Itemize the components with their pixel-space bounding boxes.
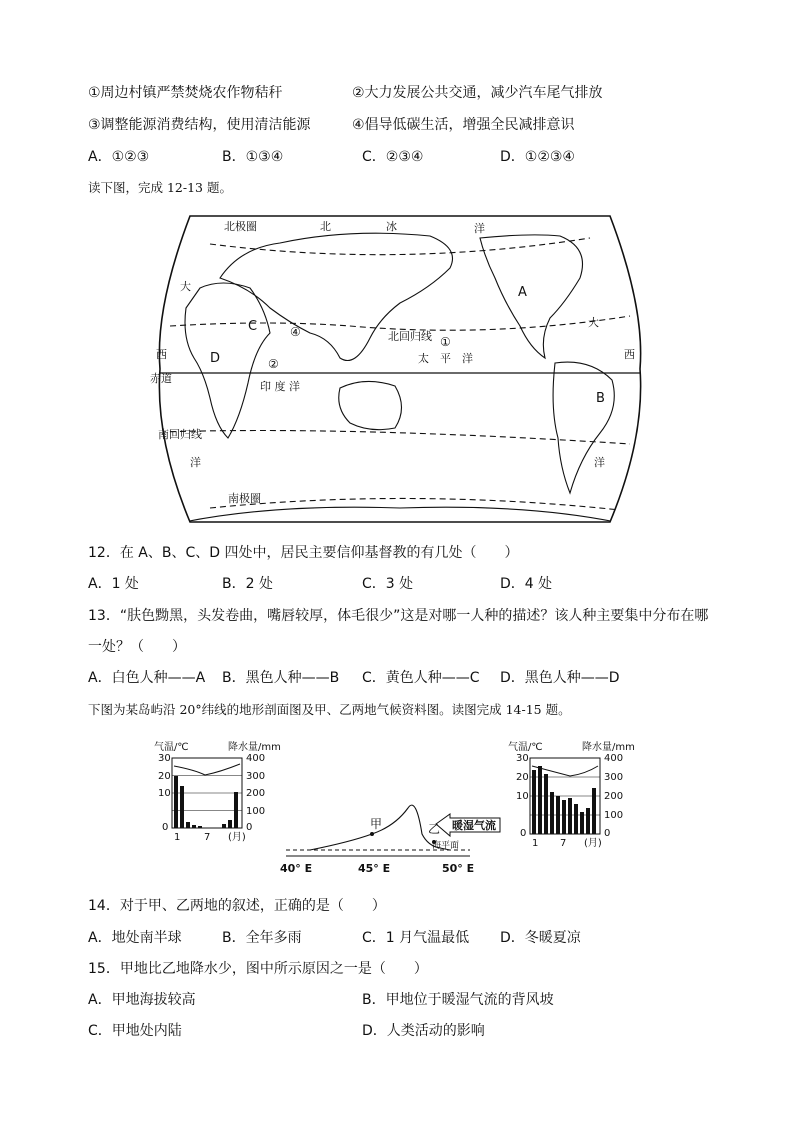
q15-option-d[interactable]: D．人类活动的影响	[362, 1023, 485, 1039]
q15-option-a[interactable]: A．甲地海拔较高	[88, 992, 196, 1008]
intro-12-13: 读下图，完成 12-13 题。	[88, 180, 232, 195]
right-temp-tick-30: 30	[516, 753, 529, 764]
q11-option-b[interactable]: B．①③④	[222, 149, 284, 165]
label-yang-left: 洋	[190, 456, 201, 469]
label-xi-right: 西	[624, 348, 635, 361]
label-marker-1: ①	[440, 335, 451, 349]
q12-option-d[interactable]: D．4 处	[500, 576, 553, 592]
climate-profile-figure	[150, 738, 640, 880]
left-precip-label: 降水量/mm	[228, 742, 281, 753]
q15-stem: 15．甲地比乙地降水少，图中所示原因之一是（ ）	[88, 961, 428, 977]
label-equator: 赤道	[150, 372, 172, 385]
label-arctic-circle: 北极圈	[224, 220, 257, 233]
q12-option-c[interactable]: C．3 处	[362, 576, 414, 592]
label-lon-45: 45° E	[358, 862, 391, 875]
australia-outline	[339, 381, 402, 429]
label-C: C	[248, 319, 258, 334]
intro-14-15: 下图为某岛屿沿 20°纬线的地形剖面图及甲、乙两地气候资料图。读图完成 14-15 题。	[88, 702, 571, 717]
label-yang-right: 洋	[594, 456, 605, 469]
label-marker-4: ④	[290, 325, 301, 339]
label-xi-left: 西	[156, 348, 167, 361]
right-month-1: 1	[532, 838, 539, 849]
left-month-1: 1	[174, 832, 181, 843]
label-north: 北	[320, 220, 331, 233]
antarctica-outline	[150, 507, 650, 530]
label-lon-40: 40° E	[280, 862, 313, 875]
q12-option-a[interactable]: A．1 处	[88, 576, 139, 592]
right-precip-tick-400: 400	[604, 753, 624, 764]
q13-option-b[interactable]: B．黑色人种——B	[222, 670, 340, 686]
right-temp-label: 气温/℃	[508, 742, 543, 753]
left-month-7: 7	[204, 832, 211, 843]
left-climate-chart	[172, 758, 242, 828]
right-precip-label: 降水量/mm	[582, 742, 635, 753]
north-america-outline	[480, 235, 583, 358]
arctic-circle-line	[210, 238, 590, 255]
left-precip-tick-300: 300	[246, 771, 266, 782]
label-tropic-capricorn: 南回归线	[158, 428, 202, 441]
label-D: D	[210, 351, 221, 366]
measure-4: ④倡导低碳生活，增强全民减排意识	[352, 117, 575, 133]
antarctic-circle-line	[210, 498, 620, 510]
q14-stem: 14．对于甲、乙两地的叙述，正确的是（ ）	[88, 898, 386, 914]
q15-option-c[interactable]: C．甲地处内陆	[88, 1023, 182, 1039]
measure-1: ①周边村镇严禁焚烧农作物秸秆	[88, 85, 283, 101]
right-temp-tick-0: 0	[520, 828, 527, 839]
label-sea-level: 海平面	[432, 841, 460, 851]
left-temp-tick-20: 20	[158, 771, 171, 782]
left-month-unit: (月)	[228, 832, 246, 843]
right-temp-tick-10: 10	[516, 791, 529, 802]
measure-3: ③调整能源消费结构，使用清洁能源	[88, 117, 311, 133]
left-precip-tick-0: 0	[246, 822, 253, 833]
q12-option-b[interactable]: B．2 处	[222, 576, 273, 592]
tropic-cancer-line	[170, 316, 630, 330]
right-climate-chart	[530, 758, 600, 834]
label-da-right: 大	[588, 316, 599, 329]
right-precip-tick-100: 100	[604, 810, 624, 821]
label-ocean-n: 洋	[474, 222, 485, 235]
africa-outline	[185, 283, 270, 438]
world-map	[150, 208, 650, 530]
measure-2: ②大力发展公共交通，减少汽车尾气排放	[352, 85, 603, 101]
q14-option-a[interactable]: A．地处南半球	[88, 930, 182, 946]
label-antarctic-circle: 南极圈	[228, 492, 261, 505]
q11-option-a[interactable]: A．①②③	[88, 149, 150, 165]
label-jia: 甲	[370, 817, 383, 831]
left-temp-label: 气温/℃	[154, 742, 189, 753]
left-precip-tick-200: 200	[246, 788, 266, 799]
q14-option-c[interactable]: C．1 月气温最低	[362, 930, 470, 946]
right-precip-tick-0: 0	[604, 828, 611, 839]
right-precip-tick-200: 200	[604, 791, 624, 802]
right-precip-tick-300: 300	[604, 772, 624, 783]
left-temp-tick-30: 30	[158, 753, 171, 764]
label-B: B	[596, 391, 605, 406]
label-da-left: 大	[180, 280, 191, 293]
q13-option-d[interactable]: D．黑色人种——D	[500, 670, 620, 686]
q11-option-d[interactable]: D．①②③④	[500, 149, 575, 165]
right-temp-tick-20: 20	[516, 772, 529, 783]
q13-option-a[interactable]: A．白色人种——A	[88, 670, 206, 686]
label-warm-wet-airflow: 暖湿气流	[452, 819, 496, 832]
right-month-unit: (月)	[584, 838, 602, 849]
label-indian-ocean: 印 度 洋	[260, 380, 300, 393]
label-ice: 冰	[386, 220, 397, 233]
left-precip-tick-100: 100	[246, 806, 266, 817]
q13-option-c[interactable]: C．黄色人种——C	[362, 670, 480, 686]
left-precip-tick-400: 400	[246, 753, 266, 764]
south-america-outline	[553, 362, 614, 493]
right-month-7: 7	[560, 838, 567, 849]
q12-stem: 12．在 A、B、C、D 四处中，居民主要信仰基督教的有几处（ ）	[88, 545, 519, 561]
label-pacific-ocean: 太 平 洋	[418, 352, 473, 365]
q13-stem-line2: 一处？（ ）	[88, 639, 186, 655]
label-lon-50: 50° E	[442, 862, 475, 875]
label-marker-2: ②	[268, 357, 279, 371]
left-temp-tick-0: 0	[162, 822, 169, 833]
q11-option-c[interactable]: C．②③④	[362, 149, 424, 165]
q14-option-d[interactable]: D．冬暖夏凉	[500, 930, 581, 946]
label-yi: 乙	[428, 822, 441, 836]
left-temp-tick-10: 10	[158, 788, 171, 799]
q13-stem-line1: 13．“肤色黝黑，头发卷曲，嘴唇较厚，体毛很少”这是对哪一人种的描述？该人种主要集中分布在哪	[88, 608, 709, 624]
q14-option-b[interactable]: B．全年多雨	[222, 930, 302, 946]
q15-option-b[interactable]: B．甲地位于暖湿气流的背风坡	[362, 992, 554, 1008]
label-A: A	[518, 285, 527, 300]
label-tropic-cancer: 北回归线	[388, 330, 432, 343]
